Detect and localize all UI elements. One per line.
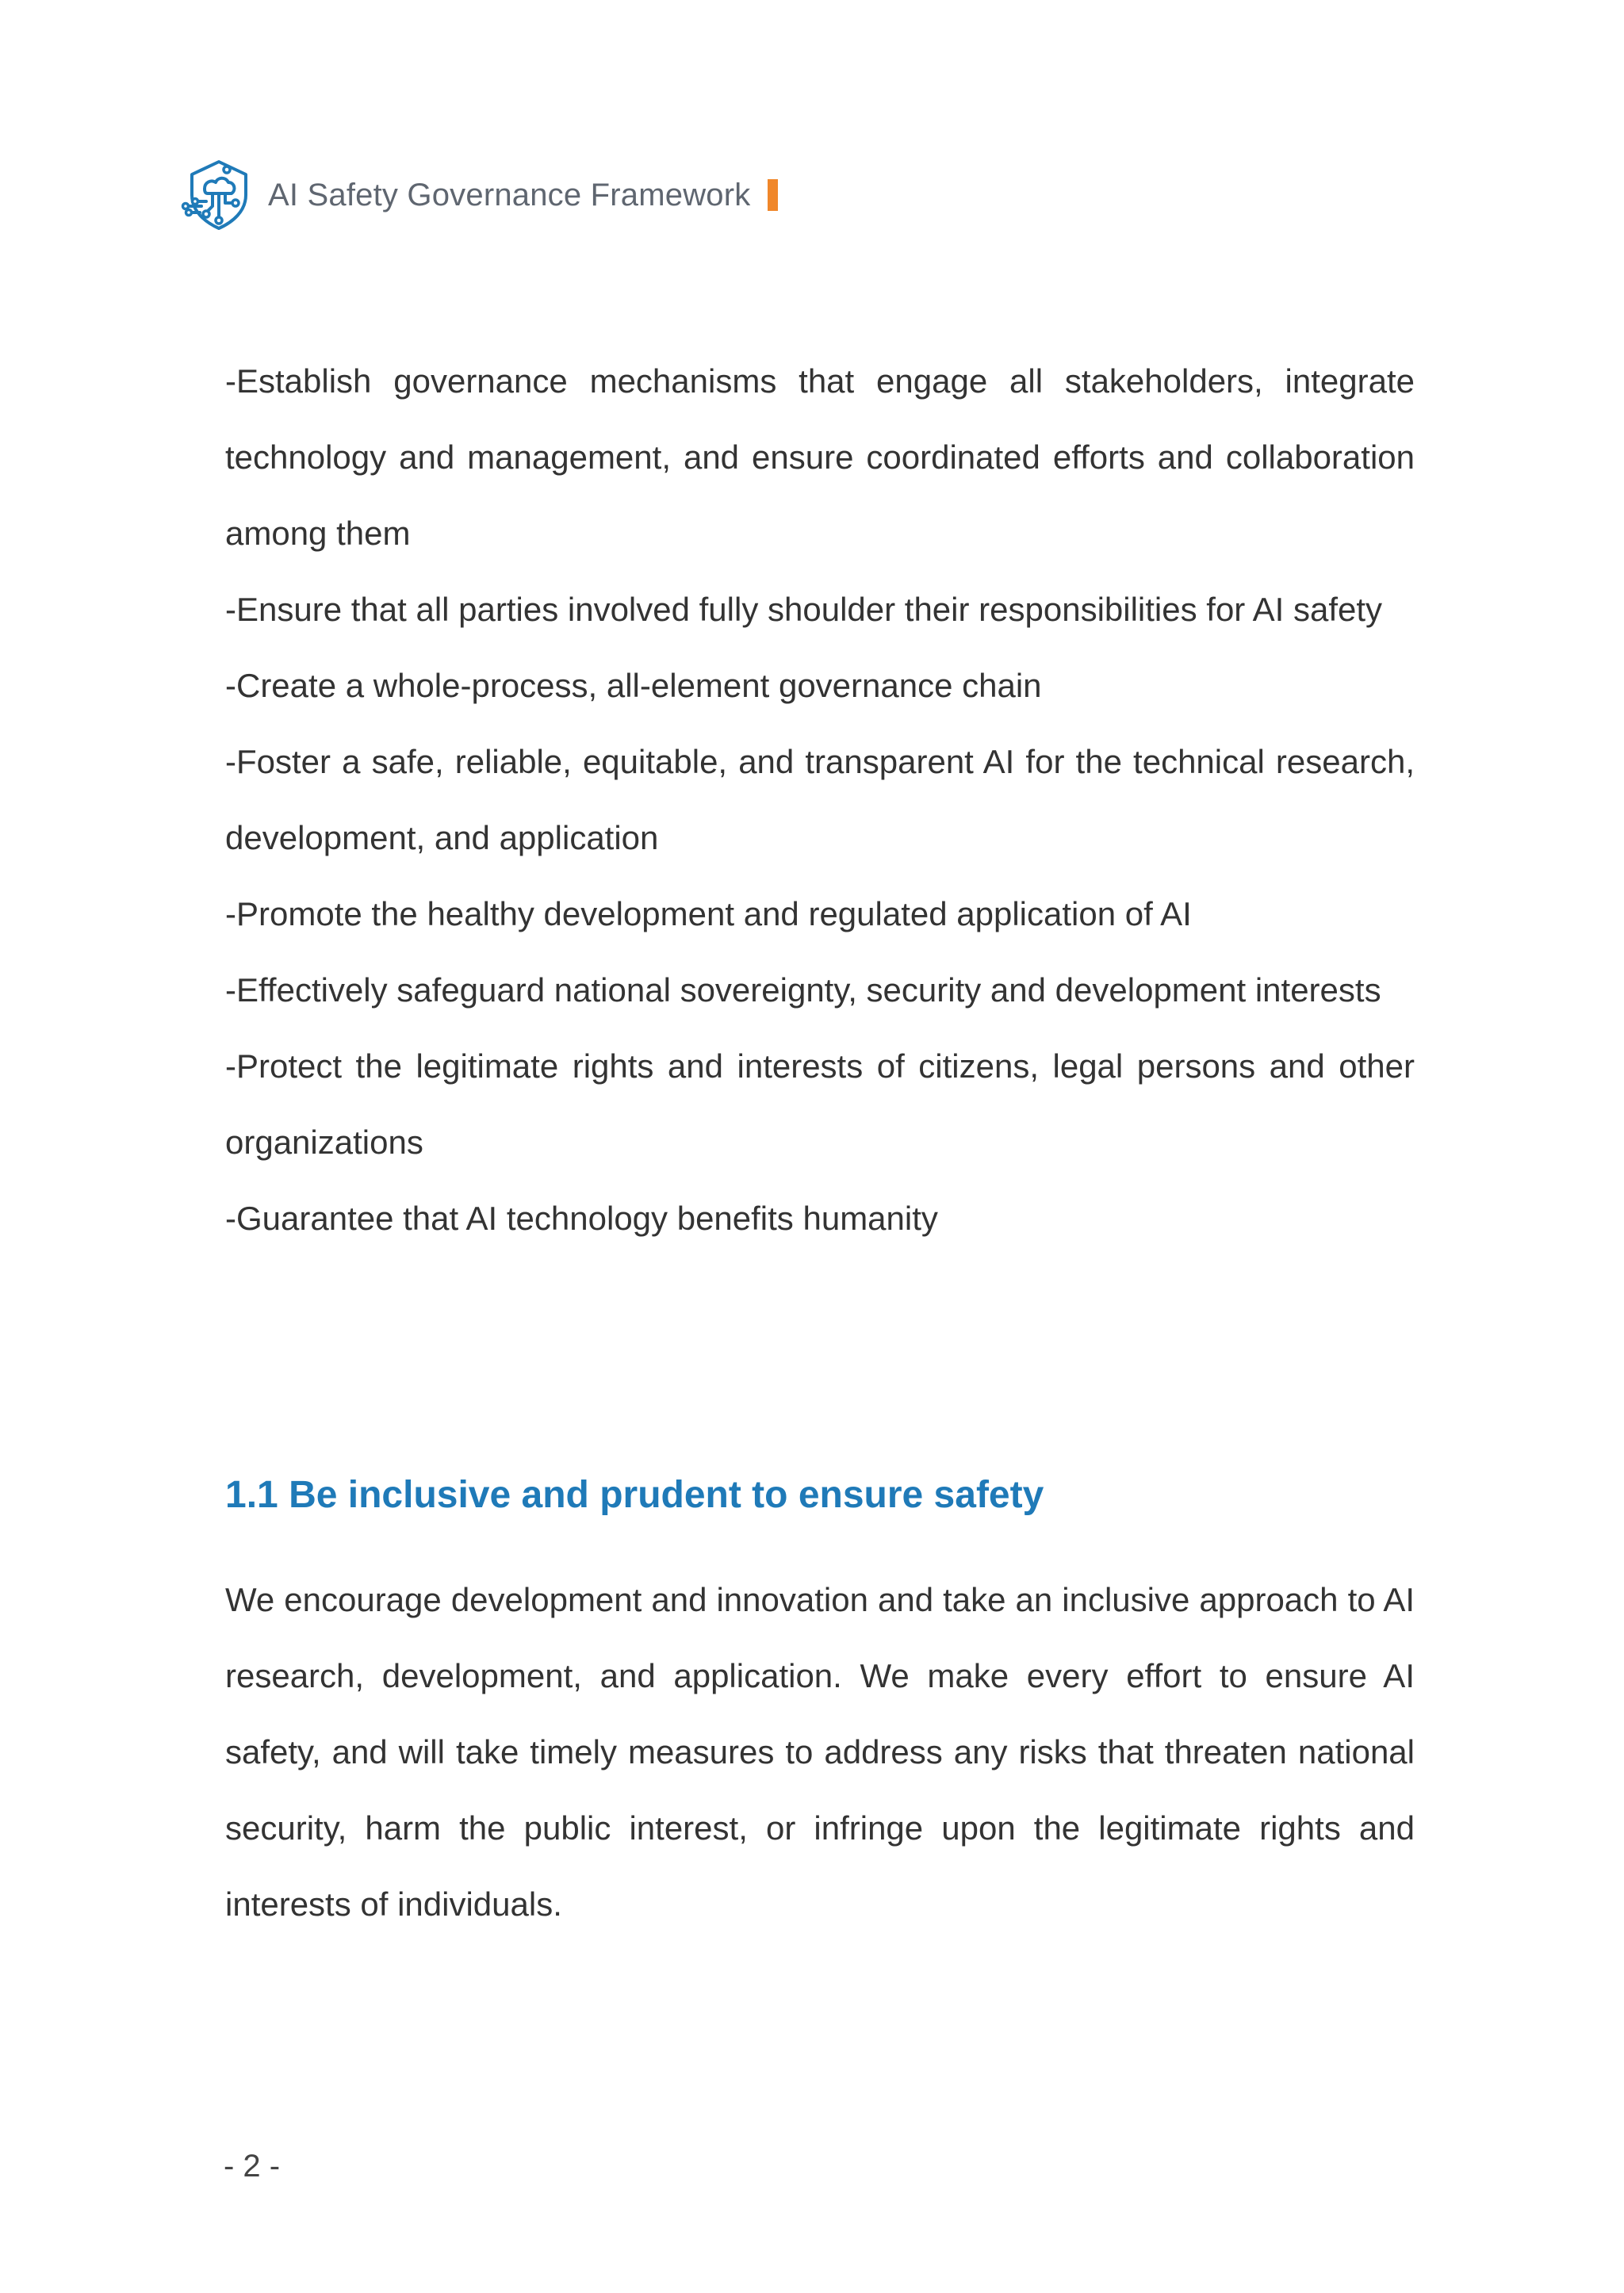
accent-bar (768, 179, 778, 211)
list-item: -Protect the legitimate rights and interests of citizens, legal persons and other organizations (225, 1047, 1415, 1161)
section-heading: 1.1 Be inclusive and prudent to ensure safety (225, 1474, 1044, 1516)
list-item: -Effectively safeguard national sovereignty, security and development interests (225, 971, 1381, 1009)
page-number: - 2 - (224, 2149, 281, 2184)
list-item: -Promote the healthy development and regulated application of AI (225, 895, 1192, 932)
shield-circuit-icon (181, 157, 257, 233)
list-item: -Ensure that all parties involved fully shoulder their responsibilities for AI safety (225, 591, 1383, 628)
list-item: -Create a whole-process, all-element governance chain (225, 667, 1042, 704)
list-item: -Foster a safe, reliable, equitable, and transparent AI for the technical research, development, and application (225, 743, 1415, 856)
bullet-list (225, 343, 1415, 1257)
list-item: -Establish governance mechanisms that engage all stakeholders, integrate technology and management, and ensure coordinated efforts and collaboration among them (225, 362, 1415, 552)
document-title: AI Safety Governance Framework (268, 177, 751, 212)
page-header (181, 157, 778, 233)
section-body: We encourage development and innovation and take an inclusive approach to AI research, development, and application. We make every effort to ensure AI safety, and will take timely measures to address any risks that threaten national security, harm the public interest, or infringe upon the legitimate rights and interests of individuals. (225, 1581, 1415, 1923)
list-item: -Guarantee that AI technology benefits humanity (225, 1200, 938, 1237)
